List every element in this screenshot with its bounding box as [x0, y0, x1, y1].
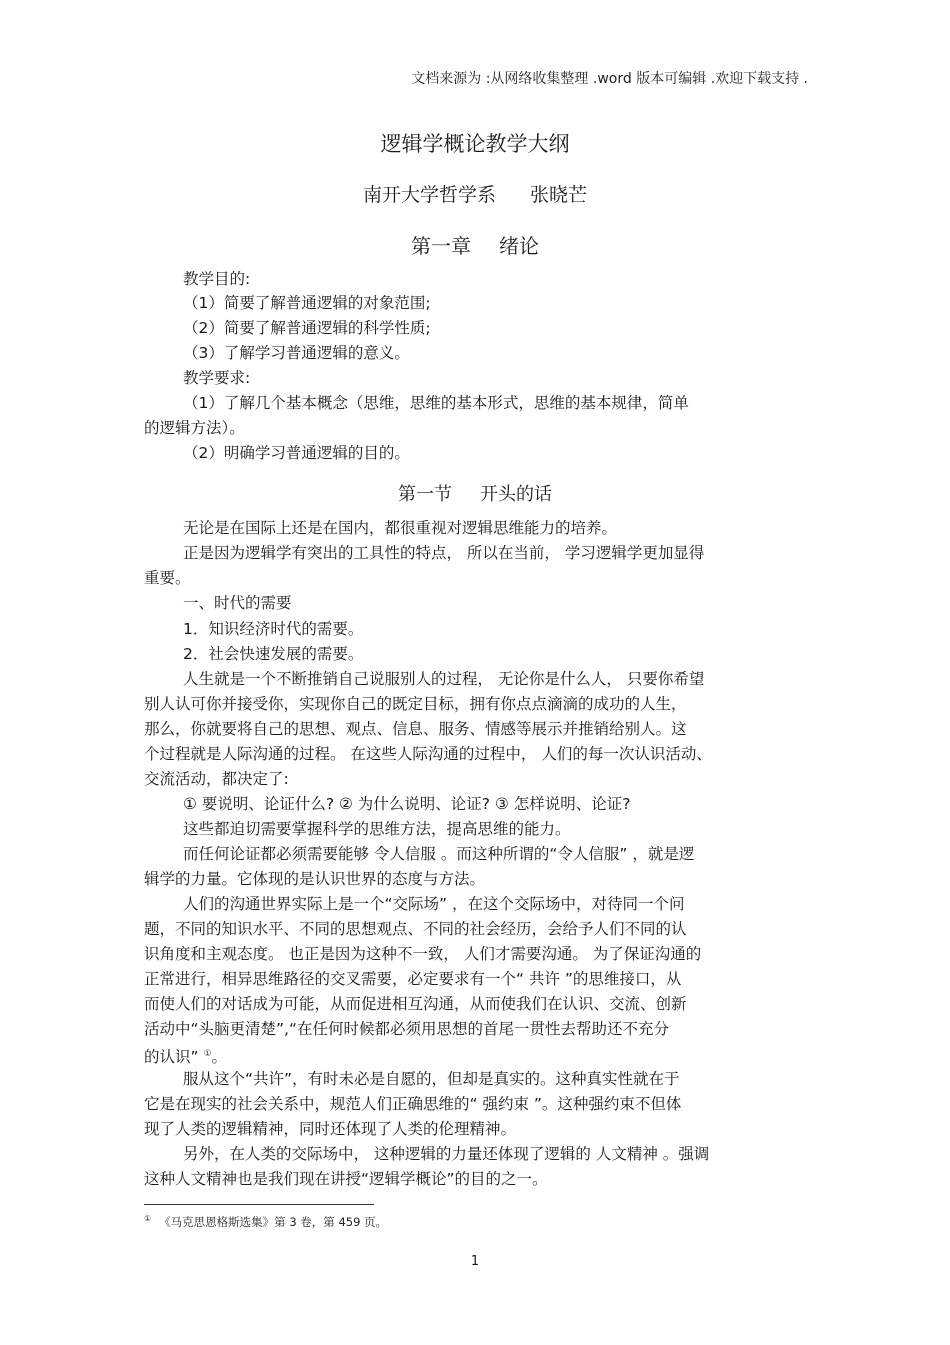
document-title: 逻辑学概论教学大纲 — [380, 132, 570, 156]
page-number: 1 — [470, 1254, 480, 1269]
paragraph-line: 正是因为逻辑学有突出的工具性的特点， 所以在当前， 学习逻辑学更加显得 — [183, 544, 705, 562]
objective-item: （2）简要了解普通逻辑的科学性质; — [183, 319, 431, 337]
paragraph-line: 它是在现实的社会关系中，规范人们正确思维的“ 强约束 ”。这种强约束不但体 — [144, 1095, 682, 1113]
paragraph-line: 别人认可你并接受你，实现你自己的既定目标，拥有你点点滴滴的成功的人生， — [144, 695, 687, 713]
chapter-heading — [0, 230, 950, 259]
paragraph-line: 重要。 — [144, 569, 191, 587]
paragraph-line: ① 要说明、论证什么? ② 为什么说明、论证? ③ 怎样说明、论证? — [183, 795, 631, 813]
requirement-item-cont: 的逻辑方法）。 — [144, 419, 245, 437]
requirement-item: （2）明确学习普通逻辑的目的。 — [183, 444, 410, 462]
paragraph-line: 这些都迫切需要掌握科学的思维方法，提高思维的能力。 — [183, 820, 571, 838]
paragraph-line: 辑学的力量。它体现的是认识世界的态度与方法。 — [144, 870, 486, 888]
objective-item: （1）简要了解普通逻辑的对象范围; — [183, 294, 431, 312]
paragraph-line: 活动中“头脑更清楚”,“在任何时候都必须用思想的首尾一贯性去帮助还不充分 — [144, 1020, 670, 1038]
paragraph-line: 这种人文精神也是我们现在讲授“逻辑学概论”的目的之一。 — [144, 1170, 548, 1188]
objective-item: （3）了解学习普通逻辑的意义。 — [183, 344, 410, 362]
subheading: 一、时代的需要 — [183, 594, 292, 612]
page-header: 文档来源为 :从网络收集整理 .word 版本可编辑 .欢迎下载支持 . — [411, 71, 808, 87]
paragraph-line: 题，不同的知识水平、不同的思想观点、不同的社会经历，会给予人们不同的认 — [144, 920, 687, 938]
paragraph-line: 交流活动，都决定了: — [144, 770, 289, 788]
paragraph-line: 人生就是一个不断推销自己说服别人的过程， 无论你是什么人， 只要你希望 — [183, 670, 705, 688]
footnote-reference[interactable]: ① — [203, 1049, 212, 1059]
section-number: 第一节 — [398, 484, 452, 505]
footnote-text: 《马克思恩格斯选集》第 3 卷，第 459 页。 — [159, 1215, 388, 1229]
footnote — [144, 1214, 387, 1230]
objectives-label: 教学目的: — [183, 270, 251, 288]
chapter-number: 第一章 — [411, 234, 471, 258]
section-heading — [0, 480, 950, 506]
paragraph-line: 个过程就是人际沟通的过程。 在这些人际沟通的过程中， 人们的每一次认识活动、 — [144, 745, 712, 763]
paragraph-line: 那么，你就要将自己的思想、观点、信息、服务、情感等展示并推销给别人。这 — [144, 720, 687, 738]
author-line — [0, 180, 950, 207]
chapter-name: 绪论 — [499, 234, 539, 258]
section-name: 开头的话 — [480, 484, 552, 505]
paragraph-line: 正常进行，相异思维路径的交叉需要，必定要求有一个“ 共许 ”的思维接口，从 — [144, 970, 682, 988]
paragraph-text: 的认识” — [144, 1048, 199, 1067]
paragraph-line: 另外，在人类的交际场中， 这种逻辑的力量还体现了逻辑的 人文精神 。强调 — [183, 1145, 710, 1163]
author-dept: 南开大学哲学系 — [362, 184, 496, 206]
numbered-item: 1．知识经济时代的需要。 — [183, 620, 364, 638]
paragraph-line: 而任何论证都必须需要能够 令人信服 。而这种所谓的“令人信服” ，就是逻 — [183, 845, 695, 863]
requirement-item: （1）了解几个基本概念（思维，思维的基本形式，思维的基本规律，简单 — [183, 394, 689, 412]
paragraph-line: 人们的沟通世界实际上是一个“交际场” ，在这个交际场中，对待同一个问 — [183, 895, 685, 913]
paragraph-line: 现了人类的逻辑精神，同时还体现了人类的伦理精神。 — [144, 1120, 517, 1138]
numbered-item: 2．社会快速发展的需要。 — [183, 645, 364, 663]
paragraph-line: 服从这个“共许”，有时未必是自愿的，但却是真实的。这种真实性就在于 — [183, 1070, 680, 1088]
requirements-label: 教学要求: — [183, 369, 251, 387]
footnote-mark: ① — [144, 1214, 152, 1224]
paragraph-line: 而使人们的对话成为可能，从而促进相互沟通，从而使我们在认识、交流、创新 — [144, 995, 687, 1013]
paragraph-text: 。 — [211, 1048, 228, 1067]
author-name: 张晓芒 — [530, 184, 588, 206]
paragraph-line: 无论是在国际上还是在国内，都很重视对逻辑思维能力的培养。 — [183, 519, 618, 537]
paragraph-line: 识角度和主观态度。 也正是因为这种不一致， 人们才需要沟通。 为了保证沟通的 — [144, 945, 702, 963]
footnote-divider — [144, 1204, 374, 1205]
paragraph-line — [144, 1044, 227, 1067]
